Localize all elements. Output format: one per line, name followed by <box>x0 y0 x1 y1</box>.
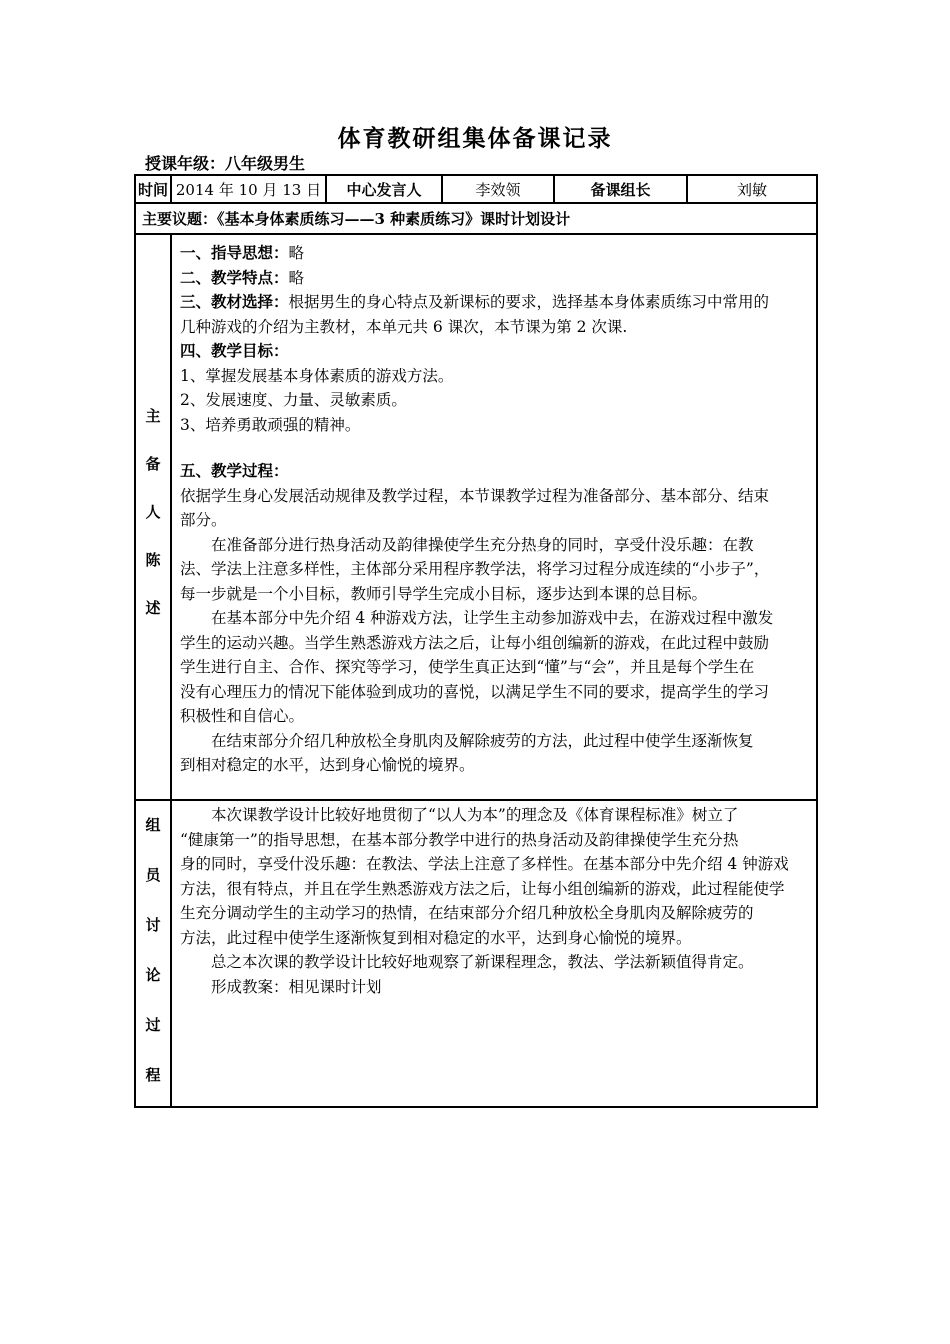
label-char: 论 <box>145 965 161 984</box>
text-line: 学生进行自主、合作、探究等学习，使学生真正达到“懂”与“会”，并且是每个学生在 <box>180 658 755 676</box>
text-line: 身的同时，享受什没乐趣：在教法、学法上注意了多样性。在基本部分中先介绍 4 钟游戏 <box>180 855 789 873</box>
text-line: 每一步就是一个小目标，教师引导学生完成小目标，逐步达到本课的总目标。 <box>180 584 708 603</box>
discussion-row <box>135 800 817 1107</box>
text-line: 部分。 <box>180 511 227 529</box>
section-heading: 一、指导思想： <box>180 243 289 262</box>
text-line: 方法，此过程中使学生逐渐恢复到相对稳定的水平，达到身心愉悦的境界。 <box>180 928 692 947</box>
goal-item: 2、发展速度、力量、灵敏素质。 <box>180 391 407 409</box>
goal-item: 3、培养勇敢顽强的精神。 <box>180 415 361 434</box>
record-table <box>134 174 818 1108</box>
goal-item: 1、掌握发展基本身体素质的游戏方法。 <box>180 366 454 385</box>
text-line: 学生的运动兴趣。当学生熟悉游戏方法之后，让每小组创编新的游戏，在此过程中鼓励 <box>180 633 770 652</box>
section-heading: 三、教材选择： <box>180 292 289 311</box>
section-heading: 四、教学目标： <box>180 341 289 360</box>
text-line: 依据学生身心发展活动规律及教学过程，本节课教学过程为准备部分、基本部分、结束 <box>180 486 770 505</box>
label-char: 备 <box>145 455 161 473</box>
label-char: 主 <box>145 407 161 425</box>
header-row <box>135 175 817 203</box>
text-line: 总之本次课的教学设计比较好地观察了新课程理念，教法、学法新颖值得肯定。 <box>211 953 754 971</box>
topic-text: 主要议题：《基本身体素质练习——3 种素质练习》课时计划设计 <box>135 203 817 234</box>
discussion-body <box>171 800 817 1107</box>
section-heading: 二、教学特点： <box>180 267 289 287</box>
main-statement-row <box>135 234 817 800</box>
text-line: 形成教案：相见课时计划 <box>211 977 382 996</box>
grade-line: 授课年级：八年级男生 <box>145 154 306 173</box>
leader-label: 备课组长 <box>554 175 687 203</box>
label-char: 组 <box>145 815 161 834</box>
label-char: 人 <box>145 503 161 521</box>
text-line: 法、学法上注意多样性，主体部分采用程序教学法，将学习过程分成连续的“小步子”， <box>180 560 770 578</box>
date-value: 2014 年 10 月 13 日 <box>171 175 326 203</box>
text-line: 在结束部分介绍几种放松全身肌肉及解除疲劳的方法，此过程中使学生逐渐恢复 <box>211 731 754 750</box>
text-line: 没有心理压力的情况下能体验到成功的喜悦，以满足学生不同的要求，提高学生的学习 <box>180 682 770 701</box>
topic-row <box>135 203 817 234</box>
time-label: 时间 <box>135 175 171 203</box>
main-statement-body <box>171 234 817 800</box>
main-statement-label <box>135 234 171 800</box>
text-line: 在基本部分中先介绍 4 种游戏方法，让学生主动参加游戏中去，在游戏过程中激发 <box>211 609 774 627</box>
text-line: 几种游戏的介绍为主教材，本单元共 6 课次，本节课为第 2 次课. <box>180 317 628 336</box>
text-line: 方法，很有特点，并且在学生熟悉游戏方法之后，让每小组创编新的游戏，此过程能使学 <box>180 879 785 898</box>
label-char: 讨 <box>145 915 161 934</box>
text-line: “健康第一”的指导思想，在基本部分教学中进行的热身活动及韵律操使学生充分热 <box>180 830 739 849</box>
label-char: 述 <box>145 599 161 617</box>
text-line: 积极性和自信心。 <box>180 707 305 725</box>
text-line: 生充分调动学生的主动学习的热情，在结束部分介绍几种放松全身肌肉及解除疲劳的 <box>180 904 754 922</box>
label-char: 过 <box>145 1015 161 1034</box>
discussion-label <box>135 800 171 1107</box>
label-char: 员 <box>145 865 161 884</box>
page-title: 体育教研组集体备课记录 <box>337 125 613 152</box>
text-line: 在准备部分进行热身活动及韵律操使学生充分热身的同时，享受什没乐趣：在教 <box>211 535 754 554</box>
section-text: 略 <box>288 244 305 262</box>
section-text: 略 <box>288 268 305 287</box>
speaker-value: 李效领 <box>442 175 554 203</box>
label-char: 陈 <box>145 551 161 569</box>
text-line: 本次课教学设计比较好地贯彻了“以人为本”的理念及《体育课程标准》树立了 <box>211 806 739 824</box>
section-heading: 五、教学过程： <box>180 461 289 480</box>
section-text: 根据男生的身心特点及新课标的要求，选择基本身体素质练习中常用的 <box>288 293 770 311</box>
label-char: 程 <box>145 1065 161 1084</box>
text-line: 到相对稳定的水平，达到身心愉悦的境界。 <box>180 756 475 774</box>
leader-value: 刘敏 <box>687 175 817 203</box>
speaker-label: 中心发言人 <box>326 175 442 203</box>
